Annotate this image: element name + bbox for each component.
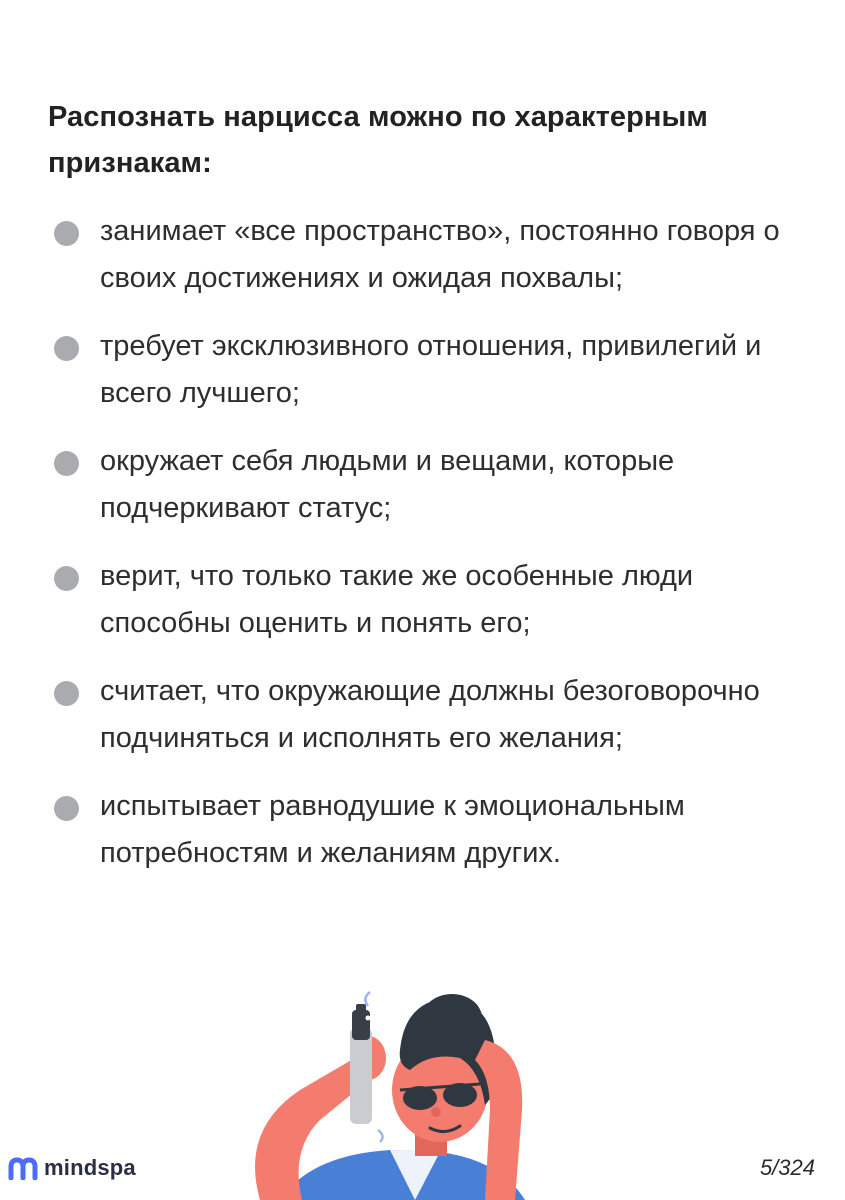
list-item-text: верит, что только такие же особенные люди способны оценить и понять его;: [100, 560, 694, 639]
brand-logo: [8, 1153, 136, 1183]
list-item: [50, 438, 810, 532]
list-item-text: занимает «все пространство», постоянно говоря о своих достижениях и ожидая похвалы;: [100, 215, 780, 294]
list-item: [50, 668, 810, 762]
bullet-dot: [54, 681, 79, 706]
man-with-hairspray-illustration: [240, 980, 560, 1200]
list-item-text: окружает себя людьми и вещами, которые подчеркивают статус;: [100, 445, 675, 524]
list-item: [50, 553, 810, 647]
list-item-text: испытывает равнодушие к эмоциональным потребностям и желаниям других.: [100, 790, 685, 869]
page-heading: Распознать нарцисса можно по характерным признакам:: [48, 101, 708, 179]
list-item: [50, 323, 810, 417]
bullet-dot: [54, 221, 79, 246]
bullet-dot: [54, 566, 79, 591]
page-number: 5/324: [759, 1155, 815, 1180]
list-item-text: считает, что окружающие должны безоговорочно подчиняться и исполнять его желания;: [100, 675, 760, 754]
bullet-dot: [54, 451, 79, 476]
list-item-text: требует эксклюзивного отношения, привилегий и всего лучшего;: [100, 330, 762, 409]
list-item: [50, 783, 810, 877]
mindspa-logo-icon: [8, 1156, 38, 1180]
bullet-dot: [54, 796, 79, 821]
bullet-dot: [54, 336, 79, 361]
signs-list: [50, 208, 810, 898]
list-item: [50, 208, 810, 302]
brand-name: mindspa: [44, 1155, 136, 1180]
